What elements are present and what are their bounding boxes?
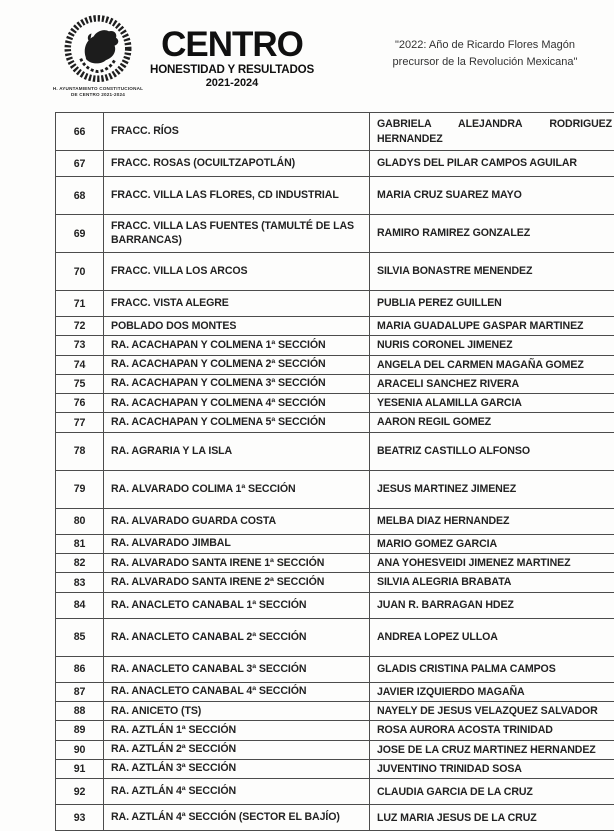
locality-cell: RA. ANICETO (TS) [104, 701, 370, 720]
delegate-name-cell: ANGELA DEL CARMEN MAGAÑA GOMEZ [370, 355, 614, 374]
brand-title: CENTRO [146, 28, 318, 61]
table-row [56, 740, 614, 759]
locality-cell: RA. ALVARADO JIMBAL [104, 534, 370, 553]
brand-block [146, 28, 318, 89]
brand-period: 2021-2024 [146, 77, 318, 89]
delegate-name-cell: MARIO GOMEZ GARCIA [370, 534, 614, 553]
table-row [56, 317, 614, 336]
delegate-name-cell: MELBA DIAZ HERNANDEZ [370, 508, 614, 534]
delegate-name-cell: GLADIS CRISTINA PALMA CAMPOS [370, 656, 614, 682]
row-number-cell: 77 [56, 413, 104, 432]
locality-cell: RA. ACACHAPAN Y COLMENA 5ª SECCIÓN [104, 413, 370, 432]
table-row [56, 413, 614, 432]
brand-subtitle: HONESTIDAD Y RESULTADOS [146, 63, 318, 76]
delegate-name-cell: NAYELY DE JESUS VELAZQUEZ SALVADOR [370, 701, 614, 720]
row-number-cell: 91 [56, 759, 104, 778]
delegate-name-cell: JUAN R. BARRAGAN HDEZ [370, 592, 614, 618]
delegate-name-cell: PUBLIA PEREZ GUILLEN [370, 291, 614, 317]
year-motto [372, 37, 598, 71]
table-row [56, 177, 614, 215]
locality-cell: FRACC. VISTA ALEGRE [104, 291, 370, 317]
table-row [56, 394, 614, 413]
delegate-name-cell: ARACELI SANCHEZ RIVERA [370, 374, 614, 393]
row-number-cell: 78 [56, 432, 104, 470]
delegate-name-cell: AARON REGIL GOMEZ [370, 413, 614, 432]
locality-cell: POBLADO DOS MONTES [104, 317, 370, 336]
row-number-cell: 92 [56, 779, 104, 805]
table-row [56, 592, 614, 618]
locality-cell: FRACC. VILLA LOS ARCOS [104, 253, 370, 291]
mexican-coat-of-arms-icon [61, 14, 135, 86]
seal-caption-line2: DE CENTRO 2021-2024 [44, 92, 152, 98]
table-row [56, 554, 614, 573]
delegate-name-cell: SILVIA BONASTRE MENENDEZ [370, 253, 614, 291]
row-number-cell: 82 [56, 554, 104, 573]
row-number-cell: 73 [56, 336, 104, 355]
row-number-cell: 68 [56, 177, 104, 215]
locality-cell: RA. ANACLETO CANABAL 4ª SECCIÓN [104, 682, 370, 701]
row-number-cell: 85 [56, 618, 104, 656]
locality-cell: RA. ACACHAPAN Y COLMENA 2ª SECCIÓN [104, 355, 370, 374]
delegate-name-cell: BEATRIZ CASTILLO ALFONSO [370, 432, 614, 470]
table-row [56, 432, 614, 470]
row-number-cell: 74 [56, 355, 104, 374]
row-number-cell: 70 [56, 253, 104, 291]
row-number-cell: 76 [56, 394, 104, 413]
delegate-name-cell: JOSE DE LA CRUZ MARTINEZ HERNANDEZ [370, 740, 614, 759]
row-number-cell: 67 [56, 151, 104, 177]
locality-cell: RA. ALVARADO GUARDA COSTA [104, 508, 370, 534]
table-row [56, 291, 614, 317]
table-row [56, 573, 614, 592]
delegate-name-cell: CLAUDIA GARCIA DE LA CRUZ [370, 779, 614, 805]
table-row [56, 682, 614, 701]
table-row [56, 508, 614, 534]
delegate-name-cell: SILVIA ALEGRIA BRABATA [370, 573, 614, 592]
row-number-cell: 87 [56, 682, 104, 701]
table-row [56, 534, 614, 553]
row-number-cell: 80 [56, 508, 104, 534]
row-number-cell: 83 [56, 573, 104, 592]
table-body [56, 113, 614, 831]
table-row [56, 253, 614, 291]
row-number-cell: 69 [56, 215, 104, 253]
table-row [56, 113, 614, 151]
seal-caption-line1: H. AYUNTAMIENTO CONSTITUCIONAL [44, 86, 152, 92]
delegate-name-cell: ANA YOHESVEIDI JIMENEZ MARTINEZ [370, 554, 614, 573]
locality-cell: FRACC. ROSAS (OCUILTZAPOTLÁN) [104, 151, 370, 177]
row-number-cell: 72 [56, 317, 104, 336]
locality-cell: RA. ALVARADO SANTA IRENE 2ª SECCIÓN [104, 573, 370, 592]
delegate-name-cell: JUVENTINO TRINIDAD SOSA [370, 759, 614, 778]
row-number-cell: 89 [56, 721, 104, 740]
delegate-name-cell: NURIS CORONEL JIMENEZ [370, 336, 614, 355]
locality-cell: RA. ACACHAPAN Y COLMENA 4ª SECCIÓN [104, 394, 370, 413]
row-number-cell: 66 [56, 113, 104, 151]
table-row [56, 336, 614, 355]
locality-cell: RA. ANACLETO CANABAL 2ª SECCIÓN [104, 618, 370, 656]
row-number-cell: 81 [56, 534, 104, 553]
locality-cell: RA. AGRARIA Y LA ISLA [104, 432, 370, 470]
delegate-name-cell: ROSA AURORA ACOSTA TRINIDAD [370, 721, 614, 740]
locality-cell: FRACC. RÍOS [104, 113, 370, 151]
row-number-cell: 93 [56, 805, 104, 831]
table-row [56, 759, 614, 778]
table-row [56, 721, 614, 740]
delegate-name-cell: LUZ MARIA JESUS DE LA CRUZ [370, 805, 614, 831]
locality-cell: RA. AZTLÁN 3ª SECCIÓN [104, 759, 370, 778]
delegate-name-cell: MARIA GUADALUPE GASPAR MARTINEZ [370, 317, 614, 336]
locality-cell: FRACC. VILLA LAS FUENTES (TAMULTÉ DE LAS BARRANCAS) [104, 215, 370, 253]
locality-cell: FRACC. VILLA LAS FLORES, CD INDUSTRIAL [104, 177, 370, 215]
delegate-name-cell: YESENIA ALAMILLA GARCIA [370, 394, 614, 413]
locality-cell: RA. AZTLÁN 4ª SECCIÓN (SECTOR EL BAJÍO) [104, 805, 370, 831]
locality-cell: RA. AZTLÁN 4ª SECCIÓN [104, 779, 370, 805]
table-row [56, 151, 614, 177]
year-motto-line1: "2022: Año de Ricardo Flores Magón [395, 39, 575, 51]
locality-cell: RA. ACACHAPAN Y COLMENA 3ª SECCIÓN [104, 374, 370, 393]
delegate-name-cell: JAVIER IZQUIERDO MAGAÑA [370, 682, 614, 701]
delegate-name-cell: JESUS MARTINEZ JIMENEZ [370, 470, 614, 508]
delegate-name-cell: MARIA CRUZ SUAREZ MAYO [370, 177, 614, 215]
community-delegates-table [55, 112, 614, 831]
locality-cell: RA. ACACHAPAN Y COLMENA 1ª SECCIÓN [104, 336, 370, 355]
page-header [0, 0, 614, 112]
table-row [56, 701, 614, 720]
row-number-cell: 75 [56, 374, 104, 393]
row-number-cell: 71 [56, 291, 104, 317]
row-number-cell: 84 [56, 592, 104, 618]
locality-cell: RA. ANACLETO CANABAL 1ª SECCIÓN [104, 592, 370, 618]
row-number-cell: 86 [56, 656, 104, 682]
row-number-cell: 90 [56, 740, 104, 759]
table-row [56, 805, 614, 831]
locality-cell: RA. ALVARADO COLIMA 1ª SECCIÓN [104, 470, 370, 508]
delegate-name-cell: GABRIELA ALEJANDRA RODRIGUEZ HERNANDEZ [370, 113, 614, 151]
table-row [56, 656, 614, 682]
table-row [56, 618, 614, 656]
delegate-name-cell: ANDREA LOPEZ ULLOA [370, 618, 614, 656]
table-row [56, 470, 614, 508]
municipal-seal [44, 14, 152, 97]
year-motto-line2: precursor de la Revolución Mexicana" [393, 56, 578, 68]
locality-cell: RA. ANACLETO CANABAL 3ª SECCIÓN [104, 656, 370, 682]
locality-cell: RA. AZTLÁN 1ª SECCIÓN [104, 721, 370, 740]
delegate-name-cell: GLADYS DEL PILAR CAMPOS AGUILAR [370, 151, 614, 177]
table-row [56, 779, 614, 805]
locality-cell: RA. ALVARADO SANTA IRENE 1ª SECCIÓN [104, 554, 370, 573]
delegate-name-cell: RAMIRO RAMIREZ GONZALEZ [370, 215, 614, 253]
table-row [56, 374, 614, 393]
table-row [56, 215, 614, 253]
locality-cell: RA. AZTLÁN 2ª SECCIÓN [104, 740, 370, 759]
row-number-cell: 88 [56, 701, 104, 720]
row-number-cell: 79 [56, 470, 104, 508]
table-row [56, 355, 614, 374]
